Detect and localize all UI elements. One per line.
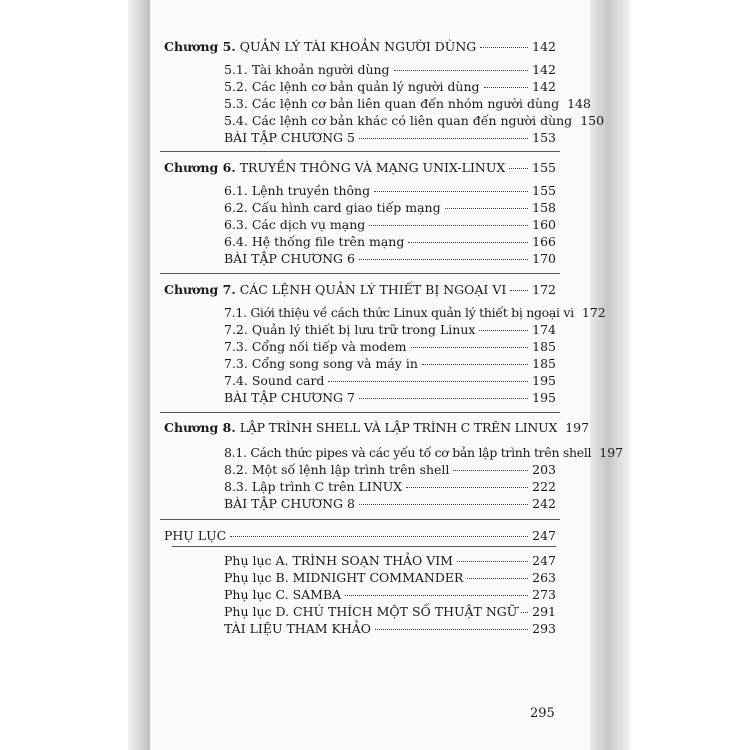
leader-dots xyxy=(345,595,528,596)
entry-label: Phụ lục C. SAMBA xyxy=(224,587,342,602)
toc-entry-8-2 xyxy=(224,462,556,478)
toc-entry-7-4 xyxy=(224,373,556,389)
chapter-6-heading xyxy=(164,160,556,176)
toc-entry-appendix-c xyxy=(224,587,556,603)
leader-dots xyxy=(484,87,529,88)
appendix-title: PHỤ LỤC xyxy=(164,528,227,543)
toc-entry-6-3 xyxy=(224,217,556,233)
entry-label: 5.1. Tài khoản người dùng xyxy=(224,62,390,77)
page-number: 295 xyxy=(530,706,555,721)
leader-dots xyxy=(411,347,529,348)
toc-entry-8-3 xyxy=(224,479,556,495)
page-ref: 150 xyxy=(580,113,605,128)
page-ref: 247 xyxy=(532,528,556,543)
leader-dots xyxy=(359,504,528,505)
page-ref: 155 xyxy=(532,183,556,198)
page-ref: 195 xyxy=(532,373,556,388)
leader-dots xyxy=(369,225,528,226)
page-ref: 291 xyxy=(532,604,556,619)
toc-entry-appendix-b xyxy=(224,570,556,586)
toc-entry-7-exercise xyxy=(224,390,556,406)
entry-label: 5.2. Các lệnh cơ bản quản lý người dùng xyxy=(224,79,480,94)
entry-label: 6.1. Lệnh truyền thông xyxy=(224,183,371,198)
page-ref: 242 xyxy=(532,496,556,511)
toc-entry-8-exercise xyxy=(224,496,556,512)
page-ref: 148 xyxy=(567,96,591,111)
section-divider xyxy=(160,412,560,413)
page-ref: 197 xyxy=(599,445,624,460)
toc-entry-8-1 xyxy=(224,445,624,461)
toc-entry-6-1 xyxy=(224,183,556,199)
appendix-heading xyxy=(164,528,556,544)
leader-dots xyxy=(359,398,528,399)
toc-page xyxy=(150,0,624,750)
toc-entry-6-2 xyxy=(224,200,556,216)
entry-label: BÀI TẬP CHƯƠNG 7 xyxy=(224,390,355,405)
chapter-number: Chương 7. xyxy=(164,282,236,297)
page-ref: 142 xyxy=(532,79,556,94)
entry-label: 6.3. Các dịch vụ mạng xyxy=(224,217,366,232)
entry-label: TÀI LIỆU THAM KHẢO xyxy=(224,621,372,636)
entry-label: Phụ lục B. MIDNIGHT COMMANDER xyxy=(224,570,464,585)
section-divider xyxy=(172,546,556,547)
toc-entry-appendix-d xyxy=(224,604,556,620)
entry-label: BÀI TẬP CHƯƠNG 5 xyxy=(224,130,355,145)
leader-dots xyxy=(374,191,528,192)
leader-dots xyxy=(521,612,528,613)
leader-dots xyxy=(328,381,528,382)
leader-dots xyxy=(510,290,528,291)
section-divider xyxy=(160,519,560,520)
leader-dots xyxy=(445,208,529,209)
entry-label: BÀI TẬP CHƯƠNG 6 xyxy=(224,251,355,266)
page-ref: 160 xyxy=(532,217,556,232)
entry-label: 6.4. Hệ thống file trên mạng xyxy=(224,234,405,249)
leader-dots xyxy=(406,487,528,488)
chapter-title: QUẢN LÝ TÀI KHOẢN NGƯỜI DÙNG xyxy=(239,39,477,54)
page-ref: 273 xyxy=(532,587,556,602)
leader-dots xyxy=(453,470,528,471)
page-ref: 153 xyxy=(532,130,556,145)
leader-dots xyxy=(408,242,528,243)
leader-dots xyxy=(359,138,528,139)
chapter-number: Chương 6. xyxy=(164,160,236,175)
toc-entry-appendix-a xyxy=(224,553,556,569)
chapter-title: TRUYỀN THÔNG VÀ MẠNG UNIX-LINUX xyxy=(239,160,506,175)
page-ref: 142 xyxy=(532,62,556,77)
page-ref: 195 xyxy=(532,390,556,405)
chapter-number: Chương 8. xyxy=(164,420,236,435)
leader-dots xyxy=(480,47,528,48)
leader-dots xyxy=(457,561,528,562)
chapter-number: Chương 5. xyxy=(164,39,236,54)
entry-label: 8.1. Cách thức pipes và các yếu tố cơ bản lập trình trên shell xyxy=(224,445,592,460)
page-ref: 203 xyxy=(532,462,556,477)
entry-label: 7.2. Quản lý thiết bị lưu trữ trong Linux xyxy=(224,322,476,337)
leader-dots xyxy=(479,330,528,331)
leader-dots xyxy=(422,364,528,365)
chapter-8-heading xyxy=(164,420,590,436)
toc-entry-7-3b xyxy=(224,356,556,372)
page-ref: 158 xyxy=(532,200,556,215)
toc-entry-7-2 xyxy=(224,322,556,338)
toc-entry-6-4 xyxy=(224,234,556,250)
page-ref: 185 xyxy=(532,339,556,354)
entry-label: 7.3. Cổng song song và máy in xyxy=(224,356,418,371)
page-ref: 170 xyxy=(532,251,556,266)
entry-label: 5.3. Các lệnh cơ bản liên quan đến nhóm người dùng xyxy=(224,96,560,111)
entry-label: 6.2. Cấu hình card giao tiếp mạng xyxy=(224,200,441,215)
chapter-7-heading xyxy=(164,282,556,298)
toc-entry-7-1 xyxy=(224,305,606,321)
page-ref: 172 xyxy=(581,305,606,320)
page-ref: 222 xyxy=(532,479,556,494)
entry-label: 7.3. Cổng nối tiếp và modem xyxy=(224,339,407,354)
leader-dots xyxy=(230,536,528,537)
entry-label: Phụ lục D. CHÚ THÍCH MỘT SỐ THUẬT NGỮ xyxy=(224,604,518,619)
page-ref: 185 xyxy=(532,356,556,371)
toc-entry-references xyxy=(224,621,556,637)
leader-dots xyxy=(375,629,528,630)
page-ref: 293 xyxy=(532,621,556,636)
leader-dots xyxy=(359,259,528,260)
section-divider xyxy=(160,151,560,152)
entry-label: 8.3. Lập trình C trên LINUX xyxy=(224,479,403,494)
toc-entry-7-3 xyxy=(224,339,556,355)
leader-dots xyxy=(467,578,528,579)
page-ref: 172 xyxy=(532,282,556,297)
toc-entry-5-exercise xyxy=(224,130,556,146)
entry-label: Phụ lục A. TRÌNH SOẠN THẢO VIM xyxy=(224,553,453,568)
chapter-title: LẬP TRÌNH SHELL VÀ LẬP TRÌNH C TRÊN LINUX xyxy=(239,420,558,435)
toc-entry-5-4 xyxy=(224,113,605,129)
page-ref: 155 xyxy=(532,160,556,175)
entry-label: 5.4. Các lệnh cơ bản khác có liên quan đến người dùng xyxy=(224,113,573,128)
leader-dots xyxy=(509,168,528,169)
leader-dots xyxy=(394,70,529,71)
chapter-title: CÁC LỆNH QUẢN LÝ THIẾT BỊ NGOẠI VI xyxy=(239,282,507,297)
toc-entry-6-exercise xyxy=(224,251,556,267)
chapter-5-heading xyxy=(164,39,556,55)
entry-label: 7.4. Sound card xyxy=(224,373,325,388)
page-ref: 166 xyxy=(532,234,556,249)
page-ref: 263 xyxy=(532,570,556,585)
page-ref: 174 xyxy=(532,322,556,337)
page-ref: 197 xyxy=(565,420,590,435)
binding-shadow xyxy=(128,0,152,750)
toc-entry-5-1 xyxy=(224,62,556,78)
toc-entry-5-3 xyxy=(224,96,591,112)
page-ref: 247 xyxy=(532,553,556,568)
section-divider xyxy=(160,273,560,274)
toc-entry-5-2 xyxy=(224,79,556,95)
entry-label: 7.1. Giới thiệu về cách thức Linux quản lý thiết bị ngoại vi xyxy=(224,305,574,320)
entry-label: BÀI TẬP CHƯƠNG 8 xyxy=(224,496,355,511)
page-ref: 142 xyxy=(532,39,556,54)
entry-label: 8.2. Một số lệnh lập trình trên shell xyxy=(224,462,450,477)
